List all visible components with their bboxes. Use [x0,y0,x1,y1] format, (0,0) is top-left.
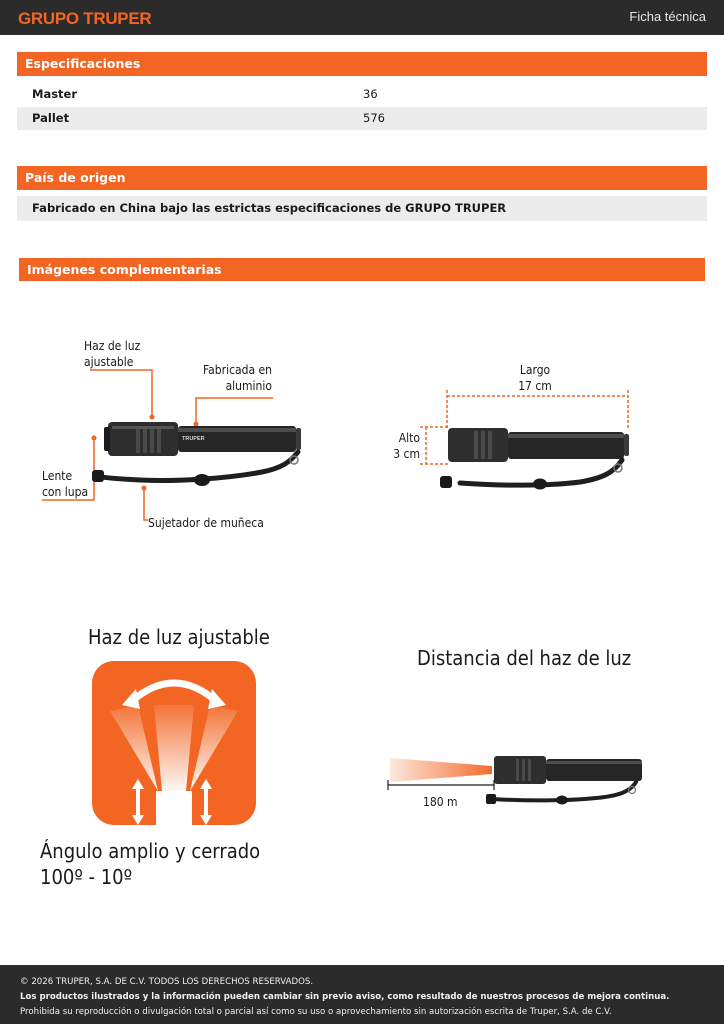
height-value: 3 cm [393,447,420,461]
lens-label-line1: Lente [42,469,73,483]
spec-value: 576 [363,111,385,125]
lens-label [42,468,88,500]
aluminum-label-line1: Fabricada en [203,363,272,377]
beam-angle-icon [92,661,256,825]
beam-label-line1: Haz de luz [84,339,141,353]
height-label [380,430,420,462]
footer-legal: Prohibida su reproducción o divulgación total o parcial así como su uso o aprovechamiento sin autorización escrita de Truper, S.A. de C.V. [20,1007,612,1017]
height-label-text: Alto [398,431,420,445]
length-value: 17 cm [518,379,552,393]
brand-logo: GRUPO TRUPER [18,9,152,28]
product-brand-mark: TRUPER [182,436,205,442]
angle-caption-line1: Ángulo amplio y cerrado [40,839,261,863]
document-type: Ficha técnica [629,9,706,24]
beam-adjustable-label [84,338,140,370]
beam-distance-title: Distancia del haz de luz [417,646,632,670]
spec-label: Pallet [32,111,70,125]
flashlight-features-image [30,330,330,540]
aluminum-label [188,362,272,394]
aluminum-label-line2: aluminio [225,379,272,393]
length-label [505,362,565,394]
origin-section-header: País de origen [17,166,707,190]
footer [0,965,724,1024]
spec-row-pallet [17,107,707,130]
footer-copyright: © 2026 TRUPER, S.A. DE C.V. TODOS LOS DERECHOS RESERVADOS. [20,977,314,987]
beam-angle-caption [40,838,310,890]
wrist-strap-label: Sujetador de muñeca [148,516,264,530]
beam-label-line2: ajustable [84,355,134,369]
flashlight-dimensions-image [390,380,640,500]
spec-value: 36 [363,87,378,101]
images-section-header: Imágenes complementarias [19,258,705,281]
footer-notice: Los productos ilustrados y la información pueden cambiar sin previo aviso, como resultado de nuestros procesos de mejora continua. [20,992,670,1002]
length-label-text: Largo [519,363,551,377]
beam-distance-value: 180 m [423,795,458,809]
spec-row-master [17,83,707,106]
origin-text: Fabricado en China bajo las estrictas especificaciones de GRUPO TRUPER [17,196,707,221]
lens-label-line2: con lupa [42,485,89,499]
angle-caption-line2: 100º - 10º [40,865,133,889]
spec-label: Master [32,87,78,101]
beam-title: Haz de luz ajustable [88,625,270,649]
top-bar [0,0,724,35]
specs-section-header: Especificaciones [17,52,707,76]
